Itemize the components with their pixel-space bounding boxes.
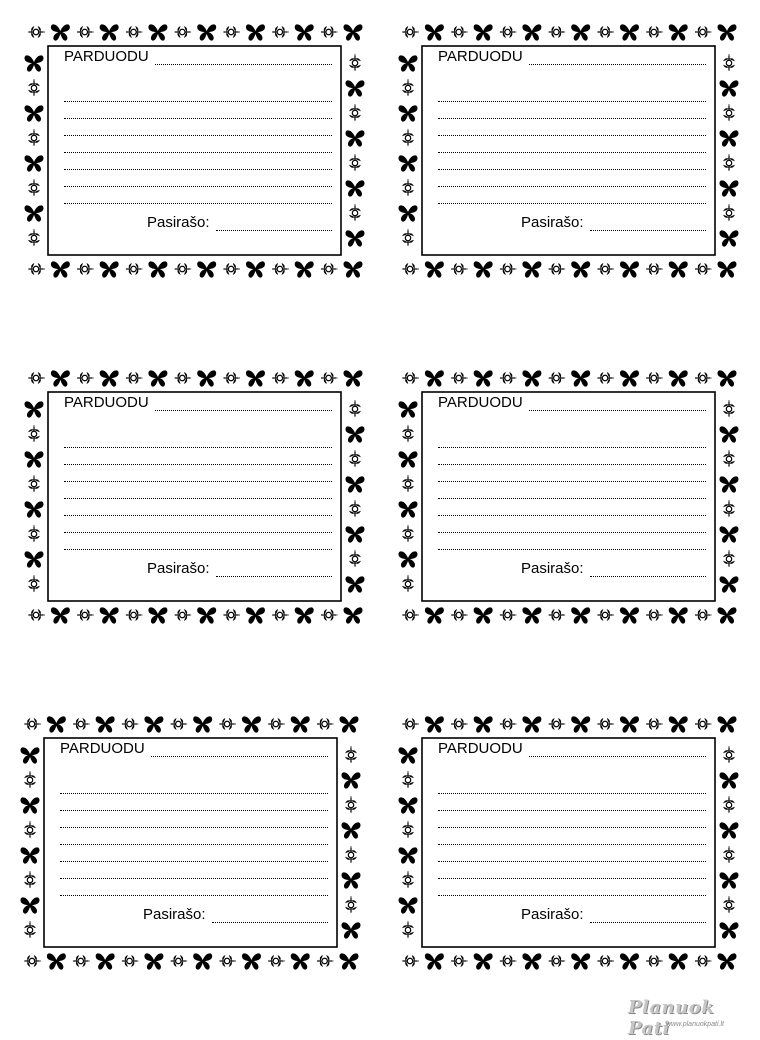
dotted-write-line[interactable] bbox=[60, 827, 328, 828]
signature-row bbox=[143, 906, 328, 923]
dotted-write-line[interactable] bbox=[60, 793, 328, 794]
dotted-write-line[interactable] bbox=[438, 810, 706, 811]
card-title: PARDUODU bbox=[64, 394, 149, 411]
dotted-write-line[interactable] bbox=[64, 152, 332, 153]
signature-row bbox=[147, 214, 332, 231]
title-row bbox=[64, 394, 332, 411]
dotted-write-line[interactable] bbox=[438, 844, 706, 845]
signature-label: Pasirašo: bbox=[147, 214, 210, 231]
dotted-write-line[interactable] bbox=[60, 810, 328, 811]
title-row bbox=[64, 48, 332, 65]
dotted-write-line[interactable] bbox=[64, 549, 332, 550]
sale-card bbox=[396, 364, 741, 629]
dotted-write-line[interactable] bbox=[438, 447, 706, 448]
dotted-write-line[interactable] bbox=[438, 878, 706, 879]
signature-dotted-line[interactable] bbox=[216, 218, 332, 231]
dotted-write-line[interactable] bbox=[438, 186, 706, 187]
dotted-write-line[interactable] bbox=[438, 101, 706, 102]
signature-row bbox=[521, 906, 706, 923]
dotted-write-line[interactable] bbox=[64, 447, 332, 448]
dotted-write-line[interactable] bbox=[64, 481, 332, 482]
card-title: PARDUODU bbox=[60, 740, 145, 757]
dotted-write-line[interactable] bbox=[438, 793, 706, 794]
dotted-write-line[interactable] bbox=[60, 844, 328, 845]
dotted-write-line[interactable] bbox=[438, 532, 706, 533]
signature-dotted-line[interactable] bbox=[590, 564, 706, 577]
dotted-write-line[interactable] bbox=[60, 861, 328, 862]
dotted-write-line[interactable] bbox=[438, 515, 706, 516]
title-row bbox=[60, 740, 328, 757]
dotted-write-line[interactable] bbox=[438, 135, 706, 136]
dotted-write-line[interactable] bbox=[64, 101, 332, 102]
card-title: PARDUODU bbox=[438, 48, 523, 65]
dotted-write-line[interactable] bbox=[438, 203, 706, 204]
signature-dotted-line[interactable] bbox=[216, 564, 332, 577]
card-title: PARDUODU bbox=[438, 394, 523, 411]
signature-dotted-line[interactable] bbox=[590, 218, 706, 231]
signature-label: Pasirašo: bbox=[147, 560, 210, 577]
title-dotted-line[interactable] bbox=[529, 398, 706, 411]
card-title: PARDUODU bbox=[438, 740, 523, 757]
dotted-write-line[interactable] bbox=[438, 827, 706, 828]
title-row bbox=[438, 48, 706, 65]
dotted-write-line[interactable] bbox=[64, 135, 332, 136]
dotted-write-line[interactable] bbox=[64, 186, 332, 187]
dotted-write-line[interactable] bbox=[438, 549, 706, 550]
signature-row bbox=[521, 560, 706, 577]
dotted-write-line[interactable] bbox=[60, 878, 328, 879]
title-dotted-line[interactable] bbox=[529, 744, 706, 757]
watermark-brand: Planuok Pati bbox=[628, 997, 715, 1039]
signature-row bbox=[147, 560, 332, 577]
title-dotted-line[interactable] bbox=[155, 52, 332, 65]
dotted-write-line[interactable] bbox=[64, 498, 332, 499]
dotted-write-line[interactable] bbox=[438, 118, 706, 119]
sale-card bbox=[396, 18, 741, 283]
card-title: PARDUODU bbox=[64, 48, 149, 65]
dotted-write-line[interactable] bbox=[64, 464, 332, 465]
dotted-write-line[interactable] bbox=[438, 464, 706, 465]
dotted-write-line[interactable] bbox=[64, 118, 332, 119]
signature-label: Pasirašo: bbox=[521, 560, 584, 577]
dotted-write-line[interactable] bbox=[438, 861, 706, 862]
signature-dotted-line[interactable] bbox=[212, 910, 328, 923]
dotted-write-line[interactable] bbox=[438, 498, 706, 499]
signature-label: Pasirašo: bbox=[521, 214, 584, 231]
sale-card bbox=[396, 710, 741, 975]
watermark-url: www.planuokpati.lt bbox=[666, 1021, 724, 1028]
signature-label: Pasirašo: bbox=[521, 906, 584, 923]
dotted-write-line[interactable] bbox=[64, 169, 332, 170]
dotted-write-line[interactable] bbox=[438, 481, 706, 482]
dotted-write-line[interactable] bbox=[438, 169, 706, 170]
title-row bbox=[438, 394, 706, 411]
title-dotted-line[interactable] bbox=[151, 744, 328, 757]
title-dotted-line[interactable] bbox=[529, 52, 706, 65]
signature-dotted-line[interactable] bbox=[590, 910, 706, 923]
title-row bbox=[438, 740, 706, 757]
dotted-write-line[interactable] bbox=[438, 152, 706, 153]
sale-card bbox=[22, 18, 367, 283]
watermark-logo bbox=[624, 995, 754, 1037]
sale-card bbox=[22, 364, 367, 629]
dotted-write-line[interactable] bbox=[64, 515, 332, 516]
signature-label: Pasirašo: bbox=[143, 906, 206, 923]
dotted-write-line[interactable] bbox=[60, 895, 328, 896]
dotted-write-line[interactable] bbox=[64, 532, 332, 533]
dotted-write-line[interactable] bbox=[438, 895, 706, 896]
signature-row bbox=[521, 214, 706, 231]
sale-card bbox=[18, 710, 363, 975]
title-dotted-line[interactable] bbox=[155, 398, 332, 411]
dotted-write-line[interactable] bbox=[64, 203, 332, 204]
